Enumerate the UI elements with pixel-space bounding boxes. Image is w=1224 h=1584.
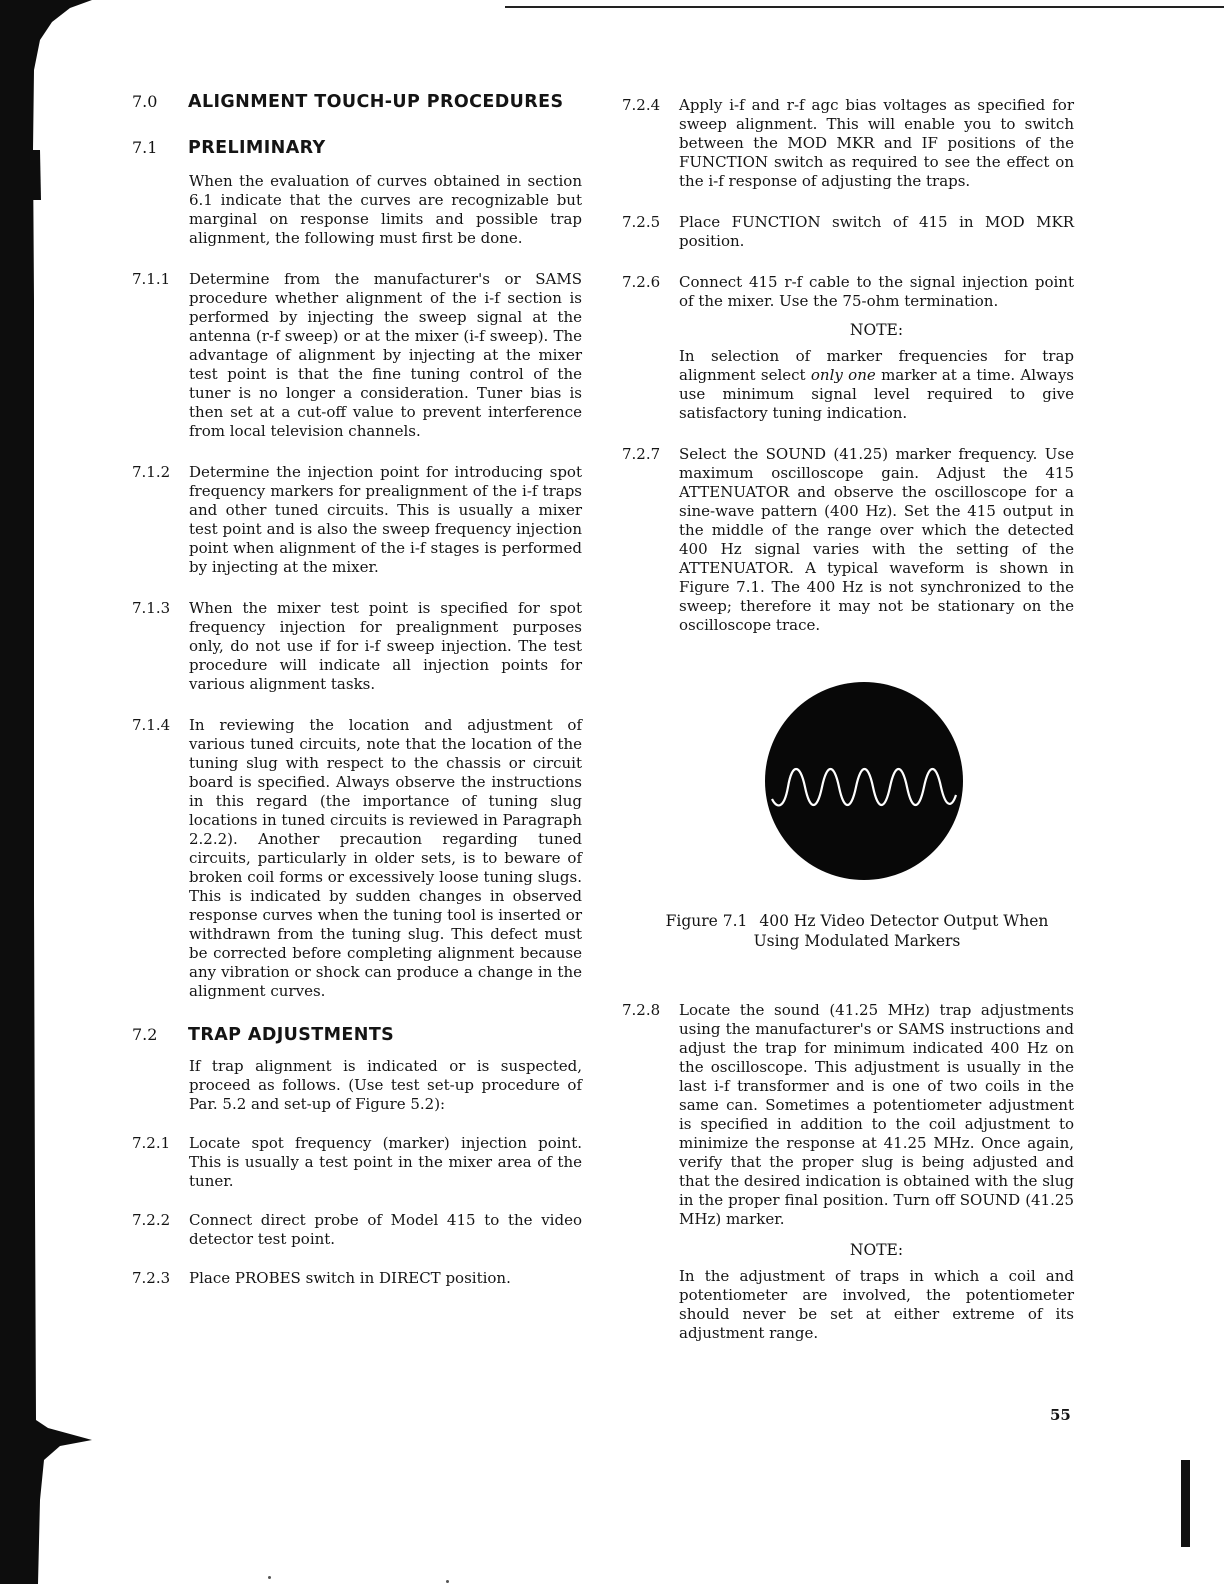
paragraph-7-2-8 — [622, 1001, 1074, 1229]
paragraph-7-2-2 — [132, 1211, 582, 1249]
paragraph-number: 7.2.3 — [132, 1269, 171, 1287]
paragraph-text: When the mixer test point is specified for spot frequency injection for prealignment purposes only, do not use if for i-f sweep injection. The test procedure will indicate all injection points for various alignment tasks. — [189, 599, 582, 693]
section-7-2-intro — [132, 1057, 582, 1114]
paragraph-text: If trap alignment is indicated or is suspected, proceed as follows. (Use test set-up procedure of Par. 5.2 and set-up of Figure 5.2): — [189, 1057, 582, 1113]
scan-speck — [268, 1576, 271, 1579]
top-rule — [505, 6, 1224, 8]
caption-line-1: 400 Hz Video Detector Output When — [759, 912, 1049, 930]
paragraph-text: Connect direct probe of Model 415 to the video detector test point. — [189, 1211, 582, 1248]
section-7-2-heading — [132, 1025, 582, 1051]
note-1 — [622, 347, 1074, 423]
paragraph-number: 7.1.3 — [132, 599, 171, 617]
paragraph-7-1-2 — [132, 463, 582, 577]
paragraph-text: Place PROBES switch in DIRECT position. — [189, 1269, 511, 1287]
note-2 — [622, 1267, 1074, 1343]
section-title: ALIGNMENT TOUCH-UP PROCEDURES — [188, 92, 564, 112]
paragraph-text: Determine from the manufacturer's or SAMS procedure whether alignment of the i-f section is performed by injecting the sweep signal at the antenna (r-f sweep) or at the mixer (i-f sweep). The advantage of alignment by injecting at the mixer test point is that the fine tuning control of the tuner is no longer a consideration. Tuner bias is then set at a cut-off value to prevent interference from local television channels. — [189, 270, 582, 440]
scan-speck — [446, 1580, 449, 1583]
paragraph-number: 7.1.2 — [132, 463, 171, 481]
section-7-0-heading — [132, 92, 582, 118]
paragraph-7-1-4 — [132, 716, 582, 1001]
paragraph-text: In reviewing the location and adjustment of various tuned circuits, note that the location of the tuning slug with respect to the chassis or circuit board is specified. Always observe the instructions in this regard (the importance of tuning slug locations in tuned circuits is reviewed in Paragraph 2.2.2). Another precaution regarding tuned circuits, particularly in older sets, is to beware of broken coil forms or excessively loose tuning slugs. This is indicated by sudden changes in observed response curves when the tuning tool is inserted or withdrawn from the tuning slug. This defect must be corrected before completing alignment because any vibration or shock can produce a change in the alignment curves. — [189, 716, 582, 1000]
left-column — [132, 92, 582, 1288]
page-number: 55 — [1050, 1406, 1071, 1424]
paragraph-7-2-7 — [622, 445, 1074, 635]
note-title: NOTE: — [849, 1241, 904, 1259]
paragraph-7-2-5 — [622, 213, 1074, 251]
paragraph-number: 7.1.1 — [132, 270, 171, 288]
figure-7-1 — [622, 681, 1074, 911]
paragraph-text: Locate spot frequency (marker) injection point. This is usually a test point in the mixer area of the tuner. — [189, 1134, 582, 1190]
paragraph-number: 7.2.1 — [132, 1134, 171, 1152]
paragraph-number: 7.2.2 — [132, 1211, 171, 1229]
section-number: 7.0 — [132, 92, 158, 111]
section-title: TRAP ADJUSTMENTS — [188, 1025, 395, 1045]
note-text-before: In selection of marker frequencies for trap alignment select — [679, 347, 1074, 384]
oscilloscope-waveform-illustration — [764, 681, 964, 881]
paragraph-number: 7.2.5 — [622, 213, 661, 231]
paragraph-number: 7.2.7 — [622, 445, 661, 463]
note-text: In the adjustment of traps in which a coil and potentiometer are involved, the potentiometer should never be set at either extreme of its adjustment range. — [679, 1267, 1074, 1342]
note-text-after: marker at a time. Always use minimum signal level required to give satisfactory tuning indication. — [679, 366, 1074, 422]
note-text-emphasis: only one — [810, 366, 876, 384]
note-title: NOTE: — [849, 321, 904, 339]
figure-caption — [640, 911, 1074, 951]
paragraph-text: Apply i-f and r-f agc bias voltages as specified for sweep alignment. This will enable you to switch between the MOD MKR and IF positions of the FUNCTION switch as required to see the effect on the i-f response of adjusting the traps. — [679, 96, 1074, 190]
paragraph-7-2-1 — [132, 1134, 582, 1191]
paragraph-7-1-3 — [132, 599, 582, 694]
paragraph-number: 7.2.4 — [622, 96, 661, 114]
paragraph-7-2-4 — [622, 96, 1074, 191]
section-7-1-intro — [132, 172, 582, 248]
binding-edge — [0, 0, 110, 1584]
figure-number: Figure 7.1 — [665, 912, 748, 930]
paragraph-number: 7.1.4 — [132, 716, 171, 734]
paragraph-number: 7.2.8 — [622, 1001, 661, 1019]
section-number: 7.1 — [132, 138, 158, 157]
paragraph-7-2-6 — [622, 273, 1074, 311]
paragraph-text: Place FUNCTION switch of 415 in MOD MKR position. — [679, 213, 1074, 250]
paragraph-text: Select the SOUND (41.25) marker frequency. Use maximum oscilloscope gain. Adjust the 415 ATTENUATOR and observe the oscilloscope for a sine-wave pattern (400 Hz). Set the 415 output in the middle of the range over which the detected 400 Hz signal varies with the setting of the ATTENUATOR. A typical waveform is shown in Figure 7.1. The 400 Hz is not synchronized to the sweep; therefore it may not be stationary on the oscilloscope trace. — [679, 445, 1074, 634]
section-number: 7.2 — [132, 1025, 158, 1044]
right-column — [622, 96, 1074, 1343]
paragraph-7-1-1 — [132, 270, 582, 441]
caption-line-2: Using Modulated Markers — [753, 932, 961, 950]
paragraph-number: 7.2.6 — [622, 273, 661, 291]
paragraph-text: Locate the sound (41.25 MHz) trap adjustments using the manufacturer's or SAMS instructions and adjust the trap for minimum indicated 400 Hz on the oscilloscope. This adjustment is usually in the last i-f transformer and is one of two coils in the same can. Sometimes a potentiometer adjustment is specified in addition to the coil adjustment to minimize the response at 41.25 MHz. Once again, verify that the proper slug is being adjusted and that the desired indication is obtained with the slug in the proper final position. Turn off SOUND (41.25 MHz) marker. — [679, 1001, 1074, 1228]
paragraph-text: Determine the injection point for introducing spot frequency markers for prealignment of the i-f traps and other tuned circuits. This is usually a mixer test point and is also the sweep frequency injection point when alignment of the i-f stages is performed by injecting at the mixer. — [189, 463, 582, 576]
section-7-1-heading — [132, 138, 582, 164]
paragraph-text: Connect 415 r-f cable to the signal injection point of the mixer. Use the 75-ohm termination. — [679, 273, 1074, 310]
paragraph-text: When the evaluation of curves obtained in section 6.1 indicate that the curves are recognizable but marginal on response limits and possible trap alignment, the following must first be done. — [189, 172, 582, 247]
right-edge-mark — [1181, 1460, 1190, 1547]
section-title: PRELIMINARY — [188, 138, 326, 158]
paragraph-7-2-3 — [132, 1269, 582, 1288]
